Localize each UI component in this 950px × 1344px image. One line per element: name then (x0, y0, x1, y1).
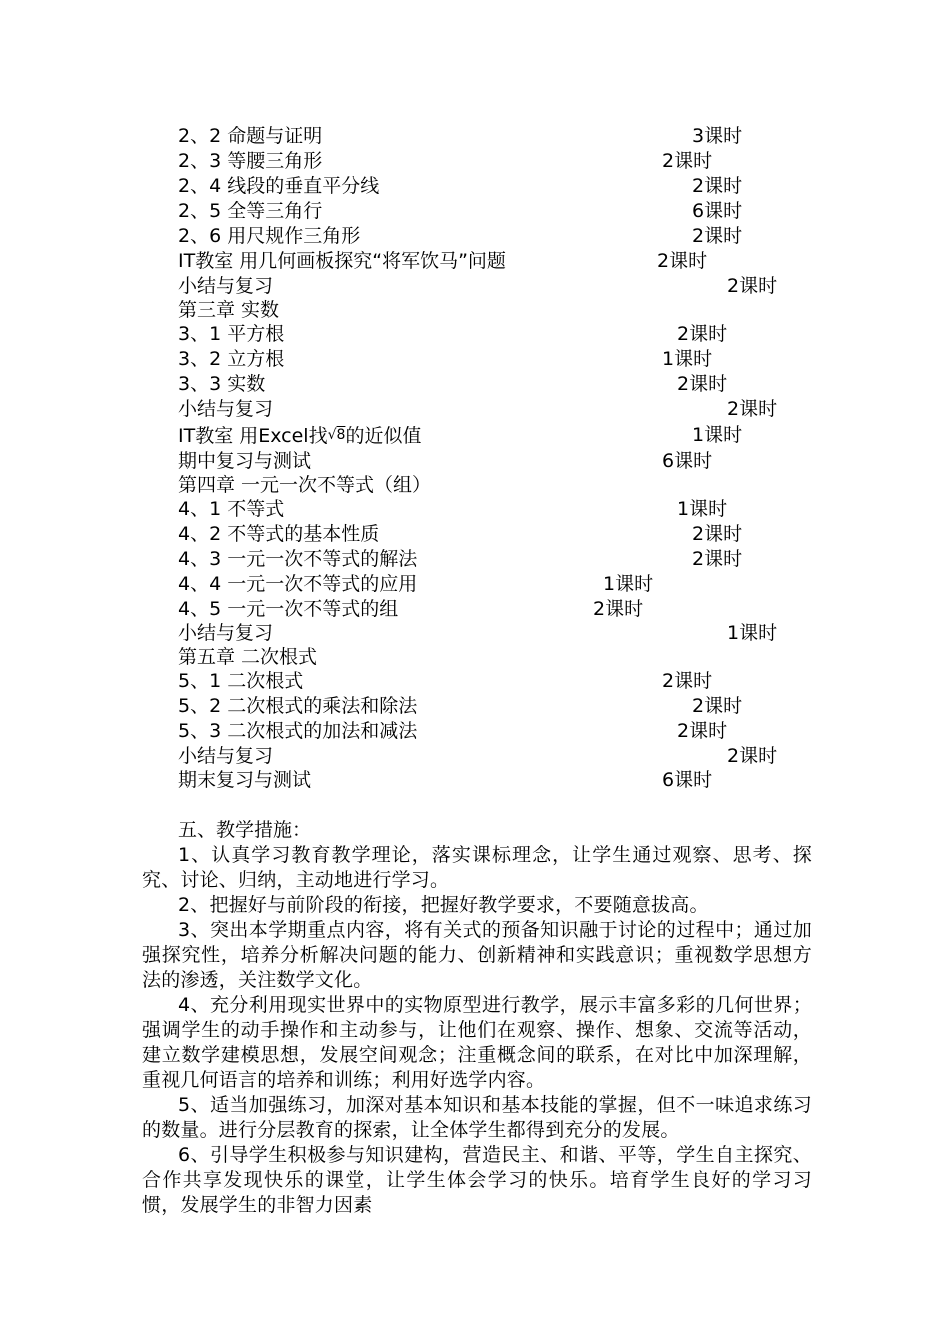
lesson-title: 2、6 用尺规作三角形 (178, 225, 361, 247)
lesson-hours: 2课时 (692, 225, 743, 247)
lesson-title: 小结与复习 (178, 275, 274, 297)
schedule-row (0, 719, 950, 744)
lesson-hours: 6课时 (692, 200, 743, 222)
lesson-title: 2、4 线段的垂直平分线 (178, 175, 380, 197)
lesson-title: 期末复习与测试 (178, 769, 312, 791)
measure-paragraph: 4、充分利用现实世界中的实物原型进行教学，展示丰富多彩的几何世界；强调学生的动手操作和主动参与，让他们在观察、操作、想象、交流等活动，建立数学建模思想，发展空间观念；注重概念间的联系，在对比中加深理解，重视几何语言的培养和训练；利用好选学内容。 (142, 994, 812, 1091)
lesson-hours: 2课时 (677, 720, 728, 742)
schedule-row (0, 224, 950, 249)
schedule-row (0, 347, 950, 372)
chapter-heading (0, 645, 950, 670)
schedule-row (0, 274, 950, 299)
lesson-title: 4、4 一元一次不等式的应用 (178, 573, 418, 595)
schedule-row (0, 397, 950, 422)
section-heading: 五、教学措施： (178, 819, 312, 841)
lesson-hours: 2课时 (593, 598, 644, 620)
schedule-row (0, 199, 950, 224)
lesson-title: IT教室 用几何画板探究“将军饮马”问题 (178, 250, 506, 272)
schedule-row (0, 768, 950, 793)
lesson-hours: 6课时 (662, 450, 713, 472)
lesson-title-prefix: IT教室 用Excel找 (178, 425, 328, 447)
chapter-title: 第三章 实数 (178, 299, 280, 321)
schedule-row (0, 423, 950, 448)
lesson-title: 期中复习与测试 (178, 450, 312, 472)
lesson-hours: 6课时 (662, 769, 713, 791)
measure-paragraph: 5、适当加强练习，加深对基本知识和基本技能的掌握，但不一味追求练习的数量。进行分层教育的探索，让全体学生都得到充分的发展。 (142, 1094, 812, 1141)
lesson-title: 5、1 二次根式 (178, 670, 304, 692)
lesson-hours: 2课时 (692, 695, 743, 717)
lesson-hours: 2课时 (662, 670, 713, 692)
schedule-row (0, 249, 950, 274)
lesson-title-suffix: 的近似值 (345, 425, 422, 447)
schedule-row (0, 497, 950, 522)
schedule-row (0, 597, 950, 622)
lesson-title: 2、3 等腰三角形 (178, 150, 323, 172)
lesson-title: 3、3 实数 (178, 373, 266, 395)
measure-paragraph: 3、突出本学期重点内容，将有关式的预备知识融于讨论的过程中；通过加强探究性，培养分析解决问题的能力、创新精神和实践意识；重视数学思想方法的渗透，关注数学文化。 (142, 919, 812, 991)
lesson-hours: 1课时 (727, 622, 778, 644)
sqrt-symbol: √ (327, 427, 337, 443)
chapter-heading (0, 473, 950, 498)
lesson-title: 小结与复习 (178, 745, 274, 767)
chapter-title: 第四章 一元一次不等式（组） (178, 474, 432, 496)
schedule-row (0, 372, 950, 397)
teaching-measures-section (142, 818, 812, 1218)
lesson-hours: 2课时 (677, 323, 728, 345)
lesson-hours: 3课时 (692, 125, 743, 147)
schedule-row (0, 669, 950, 694)
lesson-hours: 2课时 (727, 745, 778, 767)
lesson-title: 4、2 不等式的基本性质 (178, 523, 380, 545)
sqrt-expression (328, 427, 346, 443)
lesson-hours: 2课时 (692, 548, 743, 570)
lesson-hours: 2课时 (677, 373, 728, 395)
schedule-row (0, 174, 950, 199)
lesson-hours: 2课时 (727, 398, 778, 420)
lesson-title: 2、5 全等三角行 (178, 200, 323, 222)
lesson-title: 4、3 一元一次不等式的解法 (178, 548, 418, 570)
schedule-row (0, 449, 950, 474)
measure-paragraph: 6、引导学生积极参与知识建构，营造民主、和谐、平等，学生自主探究、合作共享发现快乐的课堂，让学生体会学习的快乐。培育学生良好的学习习惯，发展学生的非智力因素 (142, 1144, 812, 1216)
lesson-hours: 1课时 (662, 348, 713, 370)
schedule-row (0, 744, 950, 769)
chapter-title: 第五章 二次根式 (178, 646, 318, 668)
schedule-row (0, 572, 950, 597)
lesson-title: 小结与复习 (178, 622, 274, 644)
lesson-hours: 1课时 (603, 573, 654, 595)
lesson-hours: 2课时 (662, 150, 713, 172)
schedule-row (0, 621, 950, 646)
schedule-row (0, 124, 950, 149)
lesson-title: 2、2 命题与证明 (178, 125, 323, 147)
schedule-row (0, 322, 950, 347)
lesson-title (178, 423, 421, 449)
lesson-hours: 2课时 (727, 275, 778, 297)
lesson-title: 5、3 二次根式的加法和减法 (178, 720, 418, 742)
measure-paragraph: 1、认真学习教育教学理论，落实课标理念，让学生通过观察、思考、探究、讨论、归纳，主动地进行学习。 (142, 844, 812, 891)
lesson-hours: 1课时 (677, 498, 728, 520)
measure-paragraph: 2、把握好与前阶段的衔接，把握好教学要求，不要随意拔高。 (178, 894, 709, 916)
lesson-hours: 2课时 (657, 250, 708, 272)
schedule-row (0, 522, 950, 547)
schedule-row (0, 694, 950, 719)
lesson-title: 小结与复习 (178, 398, 274, 420)
schedule-row (0, 547, 950, 572)
lesson-title: 5、2 二次根式的乘法和除法 (178, 695, 418, 717)
lesson-title: 4、1 不等式 (178, 498, 285, 520)
lesson-title: 3、1 平方根 (178, 323, 285, 345)
lesson-title: 4、5 一元一次不等式的组 (178, 598, 399, 620)
lesson-hours: 1课时 (692, 424, 743, 446)
schedule-row (0, 149, 950, 174)
lesson-hours: 2课时 (692, 523, 743, 545)
lesson-hours: 2课时 (692, 175, 743, 197)
sqrt-radicand: 8 (336, 427, 346, 443)
lesson-title: 3、2 立方根 (178, 348, 285, 370)
chapter-heading (0, 298, 950, 323)
